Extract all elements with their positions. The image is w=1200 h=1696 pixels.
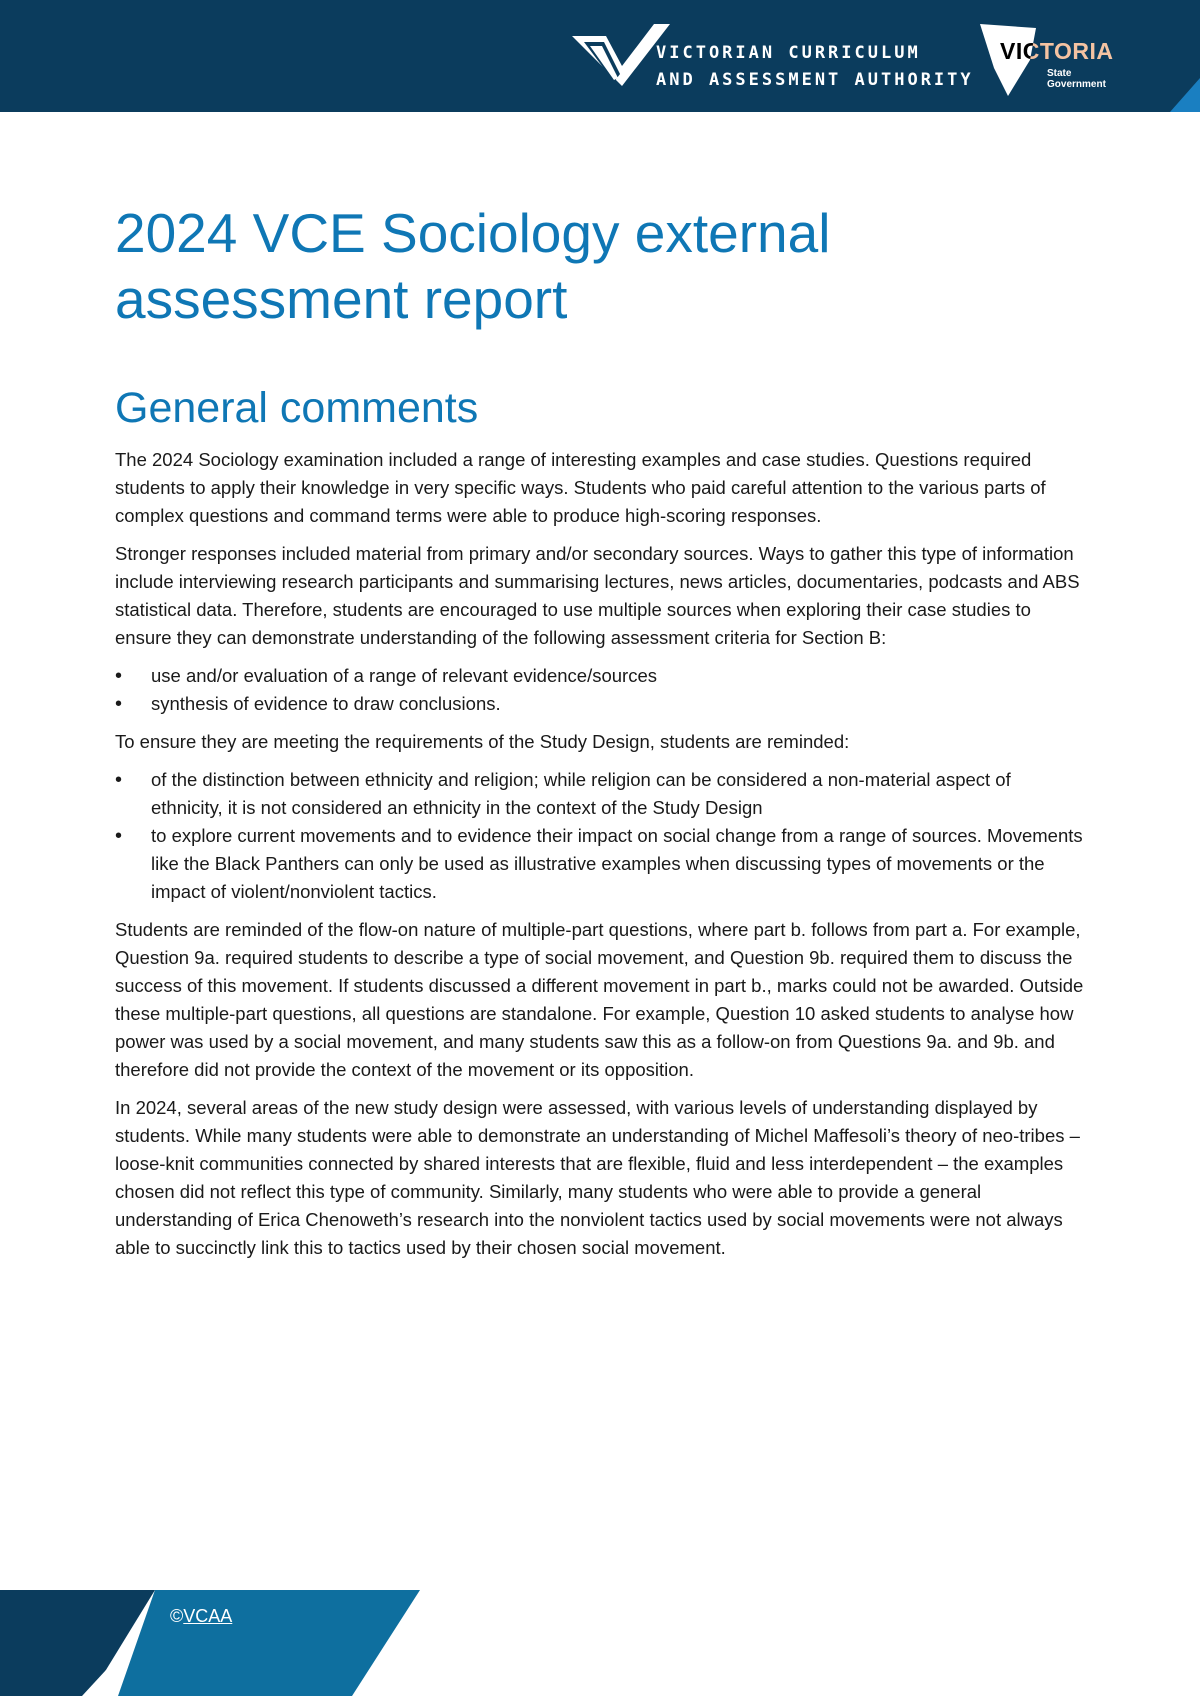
paragraph-5: In 2024, several areas of the new study design were assessed, with various levels of understanding displayed by students. While many students were able to demonstrate an understanding of Michel Maffesoli’s theory of neo-tribes – loose-knit communities connected by shared interests that are flexible, fluid and less interdependent – the examples chosen did not reflect this type of community. Similarly, many students who were able to provide a general understanding of Erica Chenoweth’s research into the nonviolent tactics used by social movements were not always able to succinctly link this to tactics used by their chosen social movement. (115, 1097, 1080, 1258)
header-corner-accent (1160, 0, 1200, 112)
reminders-list (115, 766, 1085, 906)
paragraph-1: The 2024 Sociology examination included a range of interesting examples and case studies. Questions required students to apply their knowledge in very specific ways. Students who paid careful attention to the various parts of complex questions and command terms were able to produce high-scoring responses. (115, 449, 1046, 526)
paragraph-4: Students are reminded of the flow-on nature of multiple-part questions, where part b. follows from part a. For example, Question 9a. required students to describe a type of social movement, and Question 9b. required them to discuss the success of this movement. If students discussed a different movement in part b., marks could not be awarded. Outside these multiple-part questions, all questions are standalone. For example, Question 10 asked students to analyse how power was used by a social movement, and many students saw this as a follow-on from Questions 9a. and 9b. and therefore did not provide the context of the movement or its opposition. (115, 919, 1084, 1080)
copyright-symbol: © (170, 1606, 184, 1626)
list-item: • use and/or evaluation of a range of relevant evidence/sources (115, 662, 1085, 690)
state-label: State (1047, 68, 1072, 79)
list-item: • to explore current movements and to evidence their impact on social change from a range of sources. Movements like the Black Panthers can only be used as illustrative examples when discussing types of movements or the impact of violent/nonviolent tactics. (115, 822, 1085, 906)
vcaa-link[interactable]: VCAA (183, 1606, 233, 1626)
vcaa-line-1: VICTORIAN CURRICULUM (656, 43, 921, 63)
list-item: • of the distinction between ethnicity and religion; while religion can be considered a non-material aspect of ethnicity, it is not considered an ethnicity in the context of the Study Design (115, 766, 1085, 822)
copyright-notice (170, 1606, 232, 1627)
section-heading: General comments (115, 384, 479, 432)
vcaa-line-2: AND ASSESSMENT AUTHORITY (656, 70, 974, 90)
victoria-wordmark: VICTORIA (1000, 38, 1114, 64)
list-item: • synthesis of evidence to draw conclusions. (115, 690, 1085, 718)
header-bar (0, 0, 1200, 112)
state-government-label (1047, 68, 1106, 90)
criteria-list (115, 662, 1085, 718)
paragraph-3: To ensure they are meeting the requirements of the Study Design, students are reminded: (115, 731, 850, 752)
vcaa-wordmark (656, 40, 974, 94)
document-body (115, 200, 1085, 1272)
government-label: Government (1047, 79, 1106, 90)
paragraph-2: Stronger responses included material from primary and/or secondary sources. Ways to gather this type of information include interviewing research participants and summarising lectures, news articles, documentaries, podcasts and ABS statistical data. Therefore, students are encouraged to use multiple sources when exploring their case studies to ensure they can demonstrate understanding of the following assessment criteria for Section B: (115, 543, 1080, 648)
page-title: 2024 VCE Sociology external assessment report (115, 202, 831, 330)
